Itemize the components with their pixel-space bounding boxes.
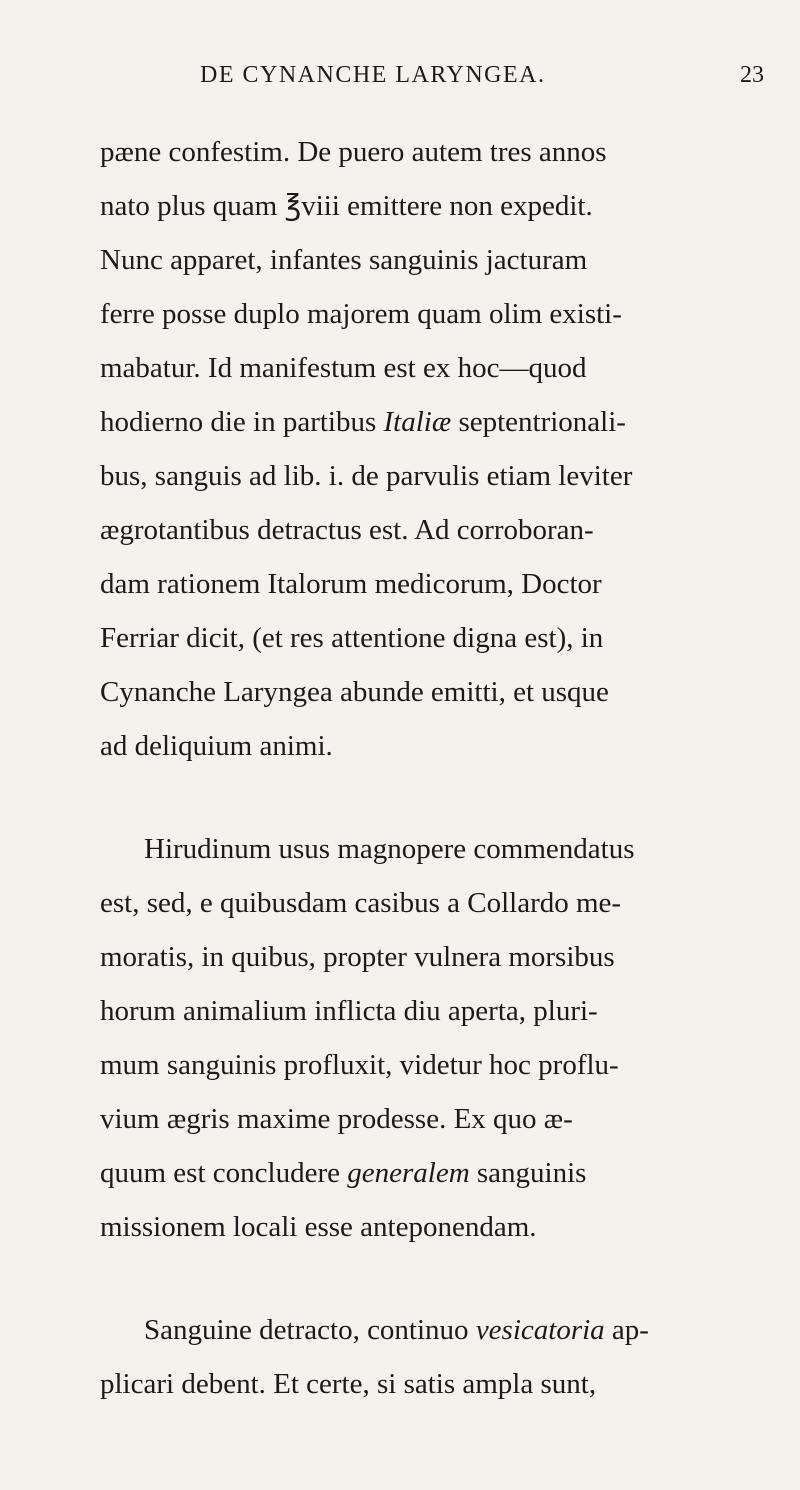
text-line: Cynanche Laryngea abunde emitti, et usque bbox=[100, 676, 609, 708]
text-line: Ferriar dicit, (et res attentione digna est), in bbox=[100, 622, 604, 654]
text-line: pæne confestim. De puero autem tres annos bbox=[100, 136, 607, 168]
text-line: ad deliquium animi. bbox=[100, 730, 333, 762]
text-line bbox=[100, 395, 790, 449]
italic-term: generalem bbox=[347, 1157, 470, 1189]
text-line: nato plus quam ℥viii emittere non expedit. bbox=[100, 190, 593, 222]
body-text bbox=[100, 125, 790, 1411]
text-line: horum animalium inflicta diu aperta, pluri- bbox=[100, 995, 598, 1027]
text-line: bus, sanguis ad lib. i. de parvulis etiam leviter bbox=[100, 460, 633, 492]
text-line: mum sanguinis profluxit, videtur hoc proflu- bbox=[100, 1049, 619, 1081]
running-head bbox=[0, 62, 800, 102]
italic-term: Italiæ bbox=[383, 406, 452, 438]
text-line: ægrotantibus detractus est. Ad corroboran- bbox=[100, 514, 594, 546]
text-line bbox=[100, 1303, 790, 1357]
text-line: Hirudinum usus magnopere commendatus bbox=[144, 833, 635, 865]
italic-term: vesicatoria bbox=[475, 1314, 605, 1346]
text-line: vium ægris maxime prodesse. Ex quo æ- bbox=[100, 1103, 573, 1135]
text-line bbox=[100, 1146, 790, 1200]
page-number: 23 bbox=[740, 62, 764, 88]
paragraph-gap bbox=[100, 773, 790, 822]
text-line: missionem locali esse anteponendam. bbox=[100, 1211, 537, 1243]
text-fragment: septentrionali- bbox=[451, 406, 626, 438]
paragraph-gap bbox=[100, 1254, 790, 1303]
paragraph-3 bbox=[100, 1303, 790, 1411]
text-line: dam rationem Italorum medicorum, Doctor bbox=[100, 568, 602, 600]
running-title: DE CYNANCHE LARYNGEA. bbox=[200, 62, 546, 88]
text-fragment: ap- bbox=[604, 1314, 649, 1346]
paragraph-1 bbox=[100, 125, 790, 773]
text-fragment: quum est concludere bbox=[100, 1157, 348, 1189]
text-line: mabatur. Id manifestum est ex hoc—quod bbox=[100, 352, 587, 384]
text-fragment: sanguinis bbox=[469, 1157, 587, 1189]
text-line: plicari debent. Et certe, si satis ampla sunt, bbox=[100, 1368, 597, 1400]
paragraph-2 bbox=[100, 822, 790, 1254]
text-line: Nunc apparet, infantes sanguinis jacturam bbox=[100, 244, 588, 276]
text-fragment: hodierno die in partibus bbox=[100, 406, 384, 438]
text-fragment: Sanguine detracto, continuo bbox=[144, 1314, 476, 1346]
text-line: moratis, in quibus, propter vulnera morsibus bbox=[100, 941, 615, 973]
text-line: est, sed, e quibusdam casibus a Collardo me- bbox=[100, 887, 622, 919]
text-line: ferre posse duplo majorem quam olim existi- bbox=[100, 298, 622, 330]
